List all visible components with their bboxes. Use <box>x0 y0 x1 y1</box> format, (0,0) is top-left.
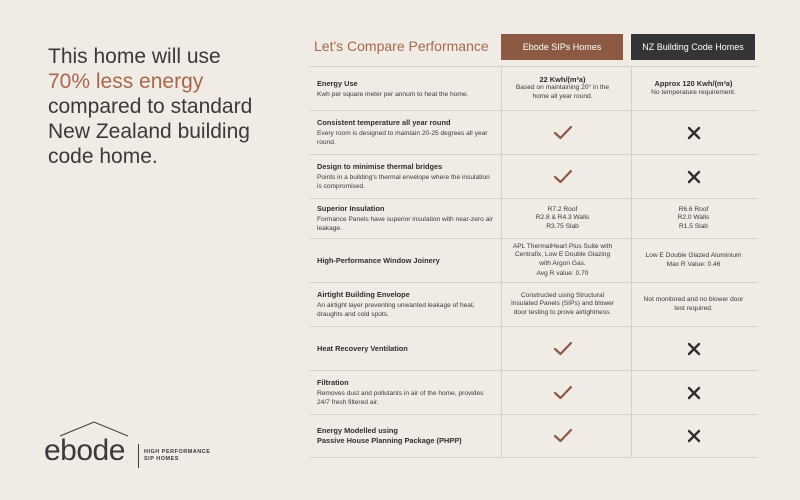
ebode-value-cell <box>501 283 623 326</box>
row-label: Superior Insulation <box>317 204 385 213</box>
nz-value-line: Low E Double Glazed Aluminium <box>645 252 742 259</box>
logo-tagline <box>144 449 210 463</box>
nz-value: No temperature requirement. <box>651 88 736 96</box>
row-label-cell <box>310 426 498 446</box>
ebode-value-line: with Argon Gas. <box>539 259 586 267</box>
row-label-cell <box>310 378 498 407</box>
row-label: Design to minimise thermal bridges <box>317 162 443 171</box>
nz-value-line: test required. <box>674 304 713 312</box>
logo-tag-line-1: HIGH PERFORMANCE <box>144 449 211 455</box>
row-label-cell <box>310 204 498 233</box>
row-label: Airtight Building Envelope <box>317 290 410 299</box>
cross-icon <box>687 342 701 356</box>
ebode-value-line: R3.75 Slab <box>546 222 579 230</box>
headline <box>48 44 278 169</box>
row-description: Every room is designed to maintain 20-25 degrees all year round. <box>317 130 488 146</box>
logo-tag-line-2: SIP HOMES <box>144 456 179 462</box>
row-label: Heat Recovery Ventilation <box>317 343 408 353</box>
row-description: Removes dust and pollutants in air of the home, provides 24/7 fresh filtered air. <box>317 390 484 406</box>
table-row <box>310 198 758 238</box>
ebode-value-line: APL ThermalHeart Plus Suite with <box>512 242 613 250</box>
table-row <box>310 110 758 154</box>
row-label-cell <box>310 344 498 354</box>
nz-value-head: Approx 120 Kwh/(m²a) <box>654 79 733 88</box>
logo-divider <box>138 444 139 468</box>
nz-value-cell <box>631 67 755 110</box>
ebode-value-cell <box>501 111 623 154</box>
nz-value-line: Not monitored and no blower door <box>643 296 744 303</box>
row-label: Filtration <box>317 378 349 387</box>
table-row <box>310 66 758 110</box>
table-row <box>310 154 758 198</box>
column-header-ebode: Ebode SIPs Homes <box>501 34 623 60</box>
row-label-cell <box>310 290 498 319</box>
row-description: Formance Panels have superior insulation with near-zero air leakage. <box>317 216 493 232</box>
ebode-value-line: R7.2 Roof <box>547 205 578 213</box>
ebode-logo <box>44 420 244 470</box>
row-label-line-2: Passive House Planning Package (PHPP) <box>317 436 462 445</box>
cross-icon <box>687 386 701 400</box>
ebode-value-cell <box>501 327 623 370</box>
ebode-value-cell <box>501 415 623 457</box>
check-icon <box>553 385 573 401</box>
cross-icon <box>687 170 701 184</box>
compare-title: Let's Compare Performance <box>314 38 489 54</box>
table-row <box>310 282 758 326</box>
nz-value-cell <box>631 327 755 370</box>
row-description: Points in a building's thermal envelope where the insulation is compromised. <box>317 174 490 190</box>
ebode-value-cell <box>501 239 623 282</box>
headline-accent: 70% less energy <box>48 70 204 93</box>
ebode-value-line: Constructed using Structural <box>520 291 605 299</box>
nz-value-cell <box>631 199 755 238</box>
nz-value-line: Max R Value: 0.46 <box>666 260 721 268</box>
row-label-cell <box>310 118 498 147</box>
nz-value-cell <box>631 371 755 414</box>
ebode-value-head: 22 Kwh/(m²a) <box>539 74 586 84</box>
table-row <box>310 238 758 282</box>
check-icon <box>553 428 573 444</box>
row-label: Energy Use <box>317 78 358 88</box>
table-row <box>310 414 758 458</box>
ebode-value-cell <box>501 67 623 110</box>
row-label: High-Performance Window Joinery <box>317 255 440 265</box>
comparison-table <box>310 66 758 458</box>
column-header-nz: NZ Building Code Homes <box>631 34 755 60</box>
ebode-value-cell <box>501 155 623 198</box>
cross-icon <box>687 429 701 443</box>
headline-line-1: This home will use <box>48 45 221 68</box>
table-row <box>310 370 758 414</box>
nz-value-line: R2.0 Walls <box>677 214 710 222</box>
logo-word: ebode <box>44 434 125 467</box>
nz-value-cell <box>631 283 755 326</box>
check-icon <box>553 125 573 141</box>
ebode-value-line: Centrafix, Low E Double Glazing <box>514 251 611 258</box>
ebode-value: Based on maintaining 20° in the home all year round. <box>515 84 610 100</box>
nz-value-cell <box>631 111 755 154</box>
table-row <box>310 326 758 370</box>
ebode-value-cell <box>501 371 623 414</box>
nz-value-line: R6.6 Roof <box>678 205 709 213</box>
row-label-cell <box>310 256 498 266</box>
ebode-value-line: door testing to prove airtightness. <box>513 308 612 316</box>
ebode-value-line: R2.8 & R4.3 Walls <box>535 214 590 222</box>
nz-value-cell <box>631 155 755 198</box>
nz-value-cell <box>631 239 755 282</box>
cross-icon <box>687 126 701 140</box>
row-label: Energy Modelled using <box>317 426 398 435</box>
check-icon <box>553 169 573 185</box>
nz-value-cell <box>631 415 755 457</box>
ebode-value-line: Insulated Panels (SIPs) and blower <box>511 300 614 308</box>
headline-line-3: compared to standard New Zealand building code home. <box>48 95 253 168</box>
ebode-value-cell <box>501 199 623 238</box>
row-label-cell <box>310 162 498 191</box>
nz-value-line: R1.5 Slab <box>679 222 708 230</box>
row-label-cell <box>310 79 498 99</box>
ebode-value-line: Avg R value: 0.70 <box>536 270 589 277</box>
row-description: Kwh per square meter per annum to heat the home. <box>317 90 469 98</box>
row-label: Consistent temperature all year round <box>317 118 451 127</box>
row-description: An airtight layer preventing unwanted leakage of heat, draughts and cold spots. <box>317 302 475 318</box>
check-icon <box>553 341 573 357</box>
